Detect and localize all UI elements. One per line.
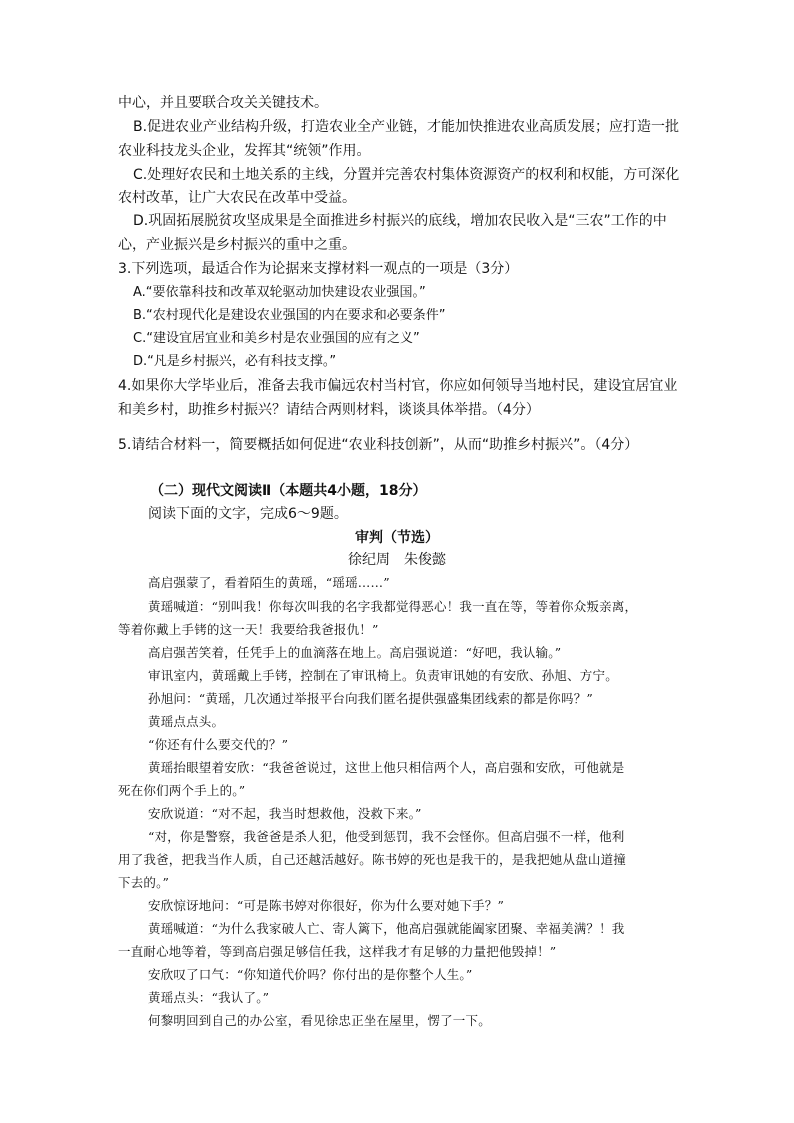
q3-option-c: C.“建设宜居宜业和美乡村是农业强国的应有之义” bbox=[133, 331, 420, 346]
story-paragraph: 用了我爸，把我当作人质，自己还越活越好。陈书婷的死也是我干的，是我把她从盘山道撞 bbox=[118, 852, 627, 867]
q5-line1: 5.请结合材料一，简要概括如何促进“农业科技创新”，从而“助推乡村振兴”。（4分） bbox=[118, 437, 639, 453]
q2-option-d-line2: 心，产业振兴是乡村振兴的重中之重。 bbox=[118, 237, 356, 253]
article-title: 审判（节选） bbox=[355, 530, 439, 546]
section2-instruction: 阅读下面的文字，完成6～9题。 bbox=[148, 506, 348, 522]
story-paragraph: “你还有什么要交代的？” bbox=[148, 737, 289, 752]
q3-stem: 3.下列选项，最适合作为论据来支撑材料一观点的一项是（3分） bbox=[118, 261, 519, 277]
section2-heading: （二）现代文阅读Ⅱ（本题共4小题，18分） bbox=[150, 483, 427, 499]
article-authors: 徐纪周 朱俊懿 bbox=[348, 552, 446, 568]
story-paragraph: 黄瑶喊道：“别叫我！你每次叫我的名字我都觉得恶心！我一直在等，等着你众叛亲离， bbox=[148, 599, 638, 614]
story-paragraph: 安欣叹了口气：“你知道代价吗？你付出的是你整个人生。” bbox=[148, 967, 473, 982]
q2-option-a-continued: 中心，并且要联合攻关关键技术。 bbox=[118, 95, 328, 111]
story-paragraph: 高启强蒙了，看着陌生的黄瑶，“瑶瑶……” bbox=[148, 575, 390, 590]
q3-option-a: A.“要依靠科技和改革双轮驱动加快建设农业强国。” bbox=[133, 285, 426, 300]
q2-option-d-line1: D.巩固拓展脱贫攻坚成果是全面推进乡村振兴的底线，增加农民收入是“三农”工作的中 bbox=[133, 213, 667, 229]
story-paragraph: 何黎明回到自己的办公室，看见徐忠正坐在屋里，愣了一下。 bbox=[148, 1013, 491, 1028]
story-paragraph: 安欣说道：“对不起，我当时想救他，没救下来。” bbox=[148, 806, 422, 821]
story-paragraph: 高启强苦笑着，任凭手上的血滴落在地上。高启强说道：“好吧，我认输。” bbox=[148, 645, 562, 660]
q2-option-c-line1: C.处理好农民和土地关系的主线，分置并完善农村集体资源资产的权利和权能，方可深化 bbox=[133, 167, 680, 183]
story-paragraph: 等着你戴上手铐的这一天！我要给我爸报仇！” bbox=[118, 622, 379, 637]
q4-line2: 和美乡村，助推乡村振兴？请结合两则材料，谈谈具体举措。（4分） bbox=[118, 402, 540, 418]
story-paragraph: 下去的。” bbox=[118, 875, 170, 890]
story-paragraph: 黄瑶喊道：“为什么我家破人亡、寄人篱下，他高启强就能阖家团聚、幸福美满？！我 bbox=[148, 921, 625, 936]
q2-option-b-line1: B.促进农业产业结构升级，打造农业全产业链，才能加快推进农业高质发展；应打造一批 bbox=[133, 119, 680, 135]
q3-option-d: D.“凡是乡村振兴，必有科技支撑。” bbox=[133, 354, 337, 369]
story-paragraph: “对，你是警察，我爸爸是杀人犯，他受到惩罚，我不会怪你。但高启强不一样，他利 bbox=[148, 829, 625, 844]
story-paragraph: 安欣惊讶地问：“可是陈书婷对你很好，你为什么要对她下手？” bbox=[148, 898, 505, 913]
q2-option-c-line2: 农村改革，让广大农民在改革中受益。 bbox=[118, 190, 356, 206]
story-paragraph: 黄瑶抬眼望着安欣：“我爸爸说过，这世上他只相信两个人，高启强和安欣，可他就是 bbox=[148, 760, 625, 775]
story-paragraph: 审讯室内，黄瑶戴上手铐，控制在了审讯椅上。负责审讯她的有安欣、孙旭、方宁。 bbox=[148, 668, 618, 683]
story-paragraph: 死在你们两个手上的。” bbox=[118, 783, 246, 798]
q2-option-b-line2: 农业科技龙头企业，发挥其“统领”作用。 bbox=[118, 143, 371, 159]
q4-line1: 4.如果你大学毕业后，准备去我市偏远农村当村官，你应如何领导当地村民，建设宜居宜业 bbox=[118, 378, 678, 394]
story-paragraph: 孙旭问：“黄瑶，几次通过举报平台向我们匿名提供强盛集团线索的都是你吗？” bbox=[148, 691, 593, 706]
story-paragraph: 黄瑶点点头。 bbox=[148, 714, 225, 729]
story-paragraph: 一直耐心地等着，等到高启强足够信任我，这样我才有足够的力量把他毁掉！” bbox=[118, 944, 557, 959]
story-paragraph: 黄瑶点头：“我认了。” bbox=[148, 990, 270, 1005]
q3-option-b: B.“农村现代化是建设农业强国的内在要求和必要条件” bbox=[133, 308, 446, 323]
